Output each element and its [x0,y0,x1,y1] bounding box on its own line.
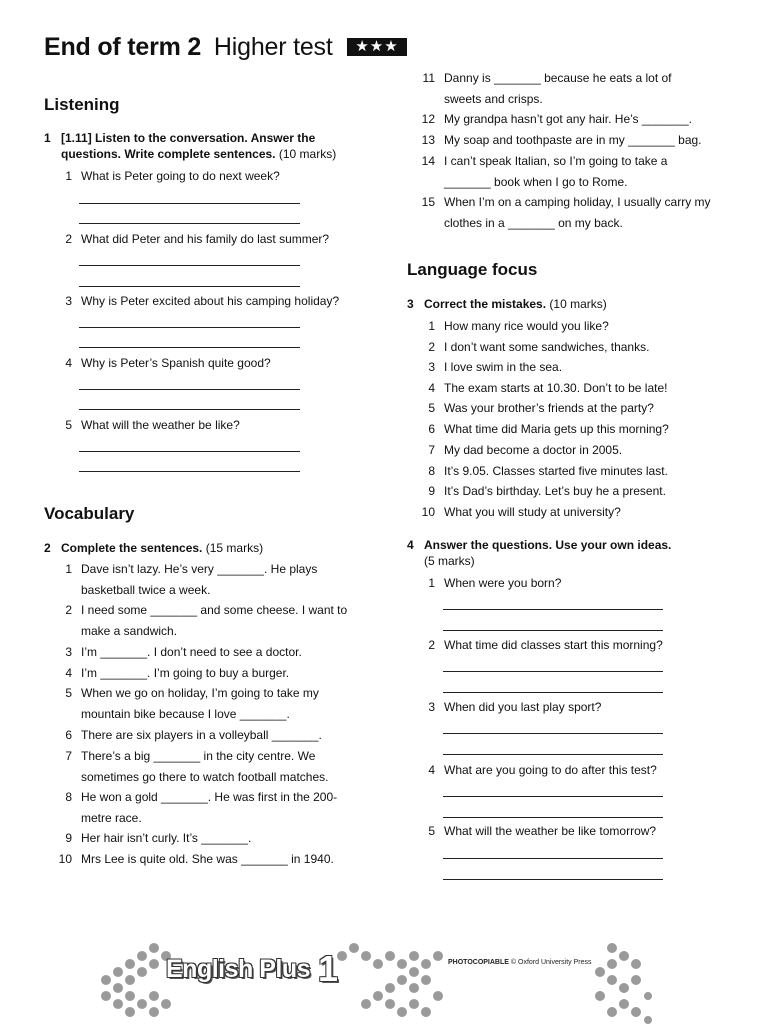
answer-line[interactable] [79,265,300,266]
item-number: 7 [65,749,72,763]
answer-line[interactable] [79,327,300,328]
item-text: There’s a big _______ in the city centre. We sometimes go there to watch football matches. [81,749,329,784]
item-number: 8 [65,790,72,804]
item-text: When were you born? [444,576,562,590]
answer-line[interactable] [79,347,300,348]
list-item [44,683,354,724]
answer-line[interactable] [79,223,300,224]
list-item [44,849,364,870]
answer-line[interactable] [79,471,300,472]
answer-line[interactable] [79,451,300,452]
item-text: What will the weather be like? [81,418,240,432]
instruction-text: Correct the mistakes. [424,297,547,311]
item-text: I love swim in the sea. [444,360,563,374]
list-item [44,787,354,828]
title-sub: Higher test [213,33,333,61]
marks-label: (5 marks) [424,554,475,568]
marks-label: (10 marks) [549,297,607,311]
marks-label: (10 marks) [278,147,337,161]
item-text: He won a gold _______. He was first in the 200-metre race. [81,790,338,825]
item-number: 7 [428,443,435,457]
brand-logo [166,944,338,989]
item-text: When we go on holiday, I’m going to take my mountain bike because I love _______. [81,686,319,721]
list-item [44,353,364,374]
item-number: 5 [428,824,435,838]
item-number: 6 [428,422,435,436]
item-number: 9 [65,831,72,845]
item-text: My dad become a doctor in 2005. [444,443,623,457]
copyright-notice [448,959,592,966]
item-text: I’m _______. I’m going to buy a burger. [81,666,290,680]
answer-line[interactable] [79,203,300,204]
item-text: I need some _______ and some cheese. I want to make a sandwich. [81,603,348,638]
list-item [407,440,727,461]
item-number: 8 [428,464,435,478]
list-item [407,109,747,130]
section-heading-language-focus: Language focus [407,260,538,279]
item-number: 5 [428,401,435,415]
item-number: 3 [65,294,72,308]
question-1-instruction [44,130,364,162]
list-item [407,461,727,482]
item-number: 14 [421,154,435,168]
item-text: Dave isn’t lazy. He’s very _______. He plays basketball twice a week. [81,562,318,597]
copyright-text: © Oxford University Press [510,959,592,966]
item-number: 15 [421,195,435,209]
section-heading-listening: Listening [44,95,120,114]
answer-line[interactable] [443,879,663,880]
list-item [407,337,727,358]
list-item [407,635,727,656]
item-text: My grandpa hasn’t got any hair. He’s _______. [444,112,692,126]
list-item [407,357,727,378]
list-item [407,192,727,233]
item-text: What did Peter and his family do last summer? [81,232,330,246]
item-text: Danny is _______ because he eats a lot of sweets and crisps. [444,71,672,106]
item-text: What you will study at university? [444,505,621,519]
item-number: 10 [421,505,435,519]
list-item [407,68,707,109]
instruction-text: [1.11] Listen to the conversation. Answer the questions. Write complete sentences. [61,131,316,161]
item-text: When I’m on a camping holiday, I usually carry my clothes in a _______ on my back. [444,195,711,230]
list-item [44,559,354,600]
item-number: 2 [428,340,435,354]
item-number: 3 [428,700,435,714]
item-text: How many rice would you like? [444,319,609,333]
item-text: It’s 9.05. Classes started five minutes last. [444,464,668,478]
answer-line[interactable] [79,409,300,410]
answer-line[interactable] [443,817,663,818]
photocopiable-label: PHOTOCOPIABLE [448,959,509,966]
answer-line[interactable] [443,609,663,610]
list-item [407,697,727,718]
item-number: 6 [65,728,72,742]
answer-line[interactable] [443,796,663,797]
list-item [407,398,727,419]
item-number: 11 [422,71,435,85]
instruction-text: Answer the questions. Use your own ideas. [424,538,672,552]
item-number: 3 [428,360,435,374]
list-item [407,151,707,192]
list-item [44,415,364,436]
list-item [44,663,364,684]
question-number: 4 [407,538,414,552]
list-item [407,760,727,781]
instruction-text: Complete the sentences. [61,541,203,555]
title-main: End of term 2 [44,33,202,61]
item-number: 1 [428,576,435,590]
item-text: My soap and toothpaste are in my _______ bag. [444,133,702,147]
list-item [407,502,727,523]
list-item [407,573,727,594]
list-item [407,481,727,502]
item-number: 10 [58,852,72,866]
list-item [407,419,727,440]
item-text: There are six players in a volleyball _______. [81,728,322,742]
list-item [407,130,747,151]
item-number: 5 [65,686,72,700]
list-item [407,821,727,842]
item-number: 2 [428,638,435,652]
answer-line[interactable] [79,389,300,390]
item-number: 4 [428,381,435,395]
list-item [44,291,364,312]
item-number: 2 [65,232,72,246]
list-item [407,378,727,399]
list-item [44,166,364,187]
item-number: 1 [65,169,72,183]
list-item [407,316,727,337]
brand-name: English Plus [166,955,311,983]
list-item [44,828,364,849]
item-number: 9 [428,484,435,498]
item-text: Her hair isn’t curly. It’s _______. [81,831,252,845]
list-item [44,229,364,250]
brand-number: 1 [318,948,338,989]
list-item [44,600,364,641]
item-number: 13 [421,133,435,147]
item-text: What are you going to do after this test? [444,763,657,777]
item-text: The exam starts at 10.30. Don’t to be late! [444,381,668,395]
list-item [44,642,364,663]
section-heading-vocabulary: Vocabulary [44,504,135,523]
list-item [44,746,364,787]
item-text: Why is Peter excited about his camping holiday? [81,294,340,308]
item-text: It’s Dad’s birthday. Let’s buy he a present. [444,484,666,498]
item-text: Mrs Lee is quite old. She was _______ in 1940. [81,852,334,866]
question-number: 3 [407,297,414,311]
item-text: Was your brother’s friends at the party? [444,401,654,415]
answer-line[interactable] [443,858,663,859]
question-3-instruction [407,296,727,312]
marks-label: (15 marks) [205,541,264,555]
item-text: Why is Peter’s Spanish quite good? [81,356,271,370]
question-number: 1 [44,131,51,145]
item-text: When did you last play sport? [444,700,602,714]
difficulty-stars-badge: ★★★ [347,38,406,56]
item-number: 4 [65,666,72,680]
footer [92,936,652,1024]
item-number: 2 [65,603,72,617]
answer-line[interactable] [443,671,663,672]
answer-line[interactable] [443,754,663,755]
question-number: 2 [44,541,51,555]
item-number: 1 [65,562,72,576]
page-title [44,33,407,62]
item-text: What is Peter going to do next week? [81,169,280,183]
item-text: What time did Maria gets up this morning? [444,422,669,436]
item-text: I’m _______. I don’t need to see a doctor. [81,645,302,659]
answer-line[interactable] [443,733,663,734]
item-number: 1 [428,319,435,333]
item-text: What will the weather be like tomorrow? [444,824,657,838]
item-number: 5 [65,418,72,432]
item-text: What time did classes start this morning? [444,638,663,652]
question-4-instruction [407,537,727,569]
item-number: 4 [428,763,435,777]
question-2-instruction [44,540,364,556]
answer-line[interactable] [443,630,663,631]
answer-line[interactable] [443,692,663,693]
item-number: 3 [65,645,72,659]
item-number: 4 [65,356,72,370]
item-text: I can’t speak Italian, so I’m going to take a _______ book when I go to Rome. [444,154,668,189]
list-item [44,725,364,746]
item-text: I don’t want some sandwiches, thanks. [444,340,650,354]
item-number: 12 [421,112,435,126]
answer-line[interactable] [79,286,300,287]
